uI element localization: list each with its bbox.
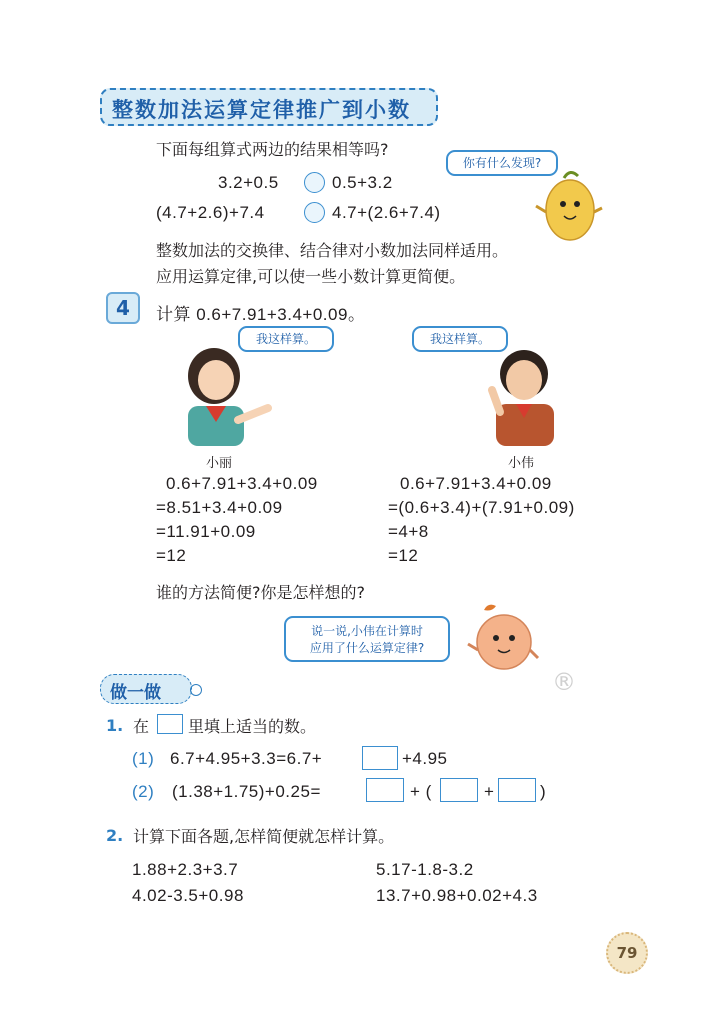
peach-mascot-icon (466, 600, 540, 680)
registered-mark: ® (552, 668, 576, 696)
tab-dot-icon (190, 684, 202, 696)
eq1-right: 0.5+3.2 (332, 173, 393, 192)
conclusion-line-2: 应用运算定律,可以使一些小数计算更简便。 (156, 267, 466, 286)
q1-number: 1. (106, 716, 124, 735)
method-question: 谁的方法简便?你是怎样想的? (156, 583, 365, 602)
speech-bubble-xiaoli: 我这样算。 (238, 326, 334, 352)
name-xiaoli: 小丽 (206, 456, 233, 471)
left-step-1: 0.6+7.91+3.4+0.09 (166, 474, 318, 493)
eq1-left: 3.2+0.5 (218, 173, 279, 192)
compare-circle-1 (304, 172, 325, 193)
q1b-label: (2) (132, 782, 155, 801)
problem-3: 4.02-3.5+0.98 (132, 886, 244, 905)
q1a-answer-box[interactable] (362, 746, 398, 770)
q1b-plus-paren: + ( (410, 782, 432, 801)
right-step-4: =12 (388, 546, 419, 565)
q1-prefix: 在 (133, 717, 150, 736)
section-title: 整数加法运算定律推广到小数 (112, 98, 411, 122)
name-xiaowei: 小伟 (508, 456, 535, 471)
q2-number: 2. (106, 826, 124, 845)
problem-1: 1.88+2.3+3.7 (132, 860, 239, 879)
q1a-left: 6.7+4.95+3.3=6.7+ (170, 749, 323, 768)
boy-xiaowei-icon (470, 340, 570, 446)
q1b-answer-box-1[interactable] (366, 778, 404, 802)
q1a-label: (1) (132, 749, 155, 768)
left-step-2: =8.51+3.4+0.09 (156, 498, 283, 517)
conclusion-line-1: 整数加法的交换律、结合律对小数加法同样适用。 (156, 241, 509, 260)
speech-bubble-xiaowei: 我这样算。 (412, 326, 508, 352)
speech-bubble-hint (284, 616, 450, 662)
right-step-3: =4+8 (388, 522, 429, 541)
q2-text: 计算下面各题,怎样简便就怎样计算。 (133, 827, 395, 846)
page-number: 79 (606, 932, 648, 974)
right-step-1: 0.6+7.91+3.4+0.09 (400, 474, 552, 493)
example-number: 4 (106, 292, 140, 324)
girl-xiaoli-icon (172, 340, 282, 446)
q1b-close-paren: ) (540, 782, 547, 801)
problem-4: 13.7+0.98+0.02+4.3 (376, 886, 538, 905)
example-prompt: 计算 0.6+7.91+3.4+0.09。 (156, 305, 366, 324)
compare-circle-2 (304, 202, 325, 223)
q1-sample-box (157, 714, 183, 734)
speech-bubble-discovery: 你有什么发现? (446, 150, 558, 176)
q1b-answer-box-3[interactable] (498, 778, 536, 802)
left-step-4: =12 (156, 546, 187, 565)
q1a-right: +4.95 (402, 749, 448, 768)
eq2-right: 4.7+(2.6+7.4) (332, 203, 441, 222)
q1-suffix: 里填上适当的数。 (188, 717, 317, 736)
q1b-plus: + (484, 782, 495, 801)
eq2-left: (4.7+2.6)+7.4 (156, 203, 265, 222)
intro-question: 下面每组算式两边的结果相等吗? (156, 140, 389, 159)
potato-mascot-icon (534, 168, 604, 246)
hint-line-1: 说一说,小伟在计算时 (311, 624, 423, 638)
left-step-3: =11.91+0.09 (156, 522, 256, 541)
practice-tab-label: 做一做 (110, 683, 161, 703)
right-step-2: =(0.6+3.4)+(7.91+0.09) (388, 498, 575, 517)
q1b-left: (1.38+1.75)+0.25= (172, 782, 321, 801)
problem-2: 5.17-1.8-3.2 (376, 860, 474, 879)
q1b-answer-box-2[interactable] (440, 778, 478, 802)
hint-line-2: 应用了什么运算定律? (309, 641, 425, 655)
